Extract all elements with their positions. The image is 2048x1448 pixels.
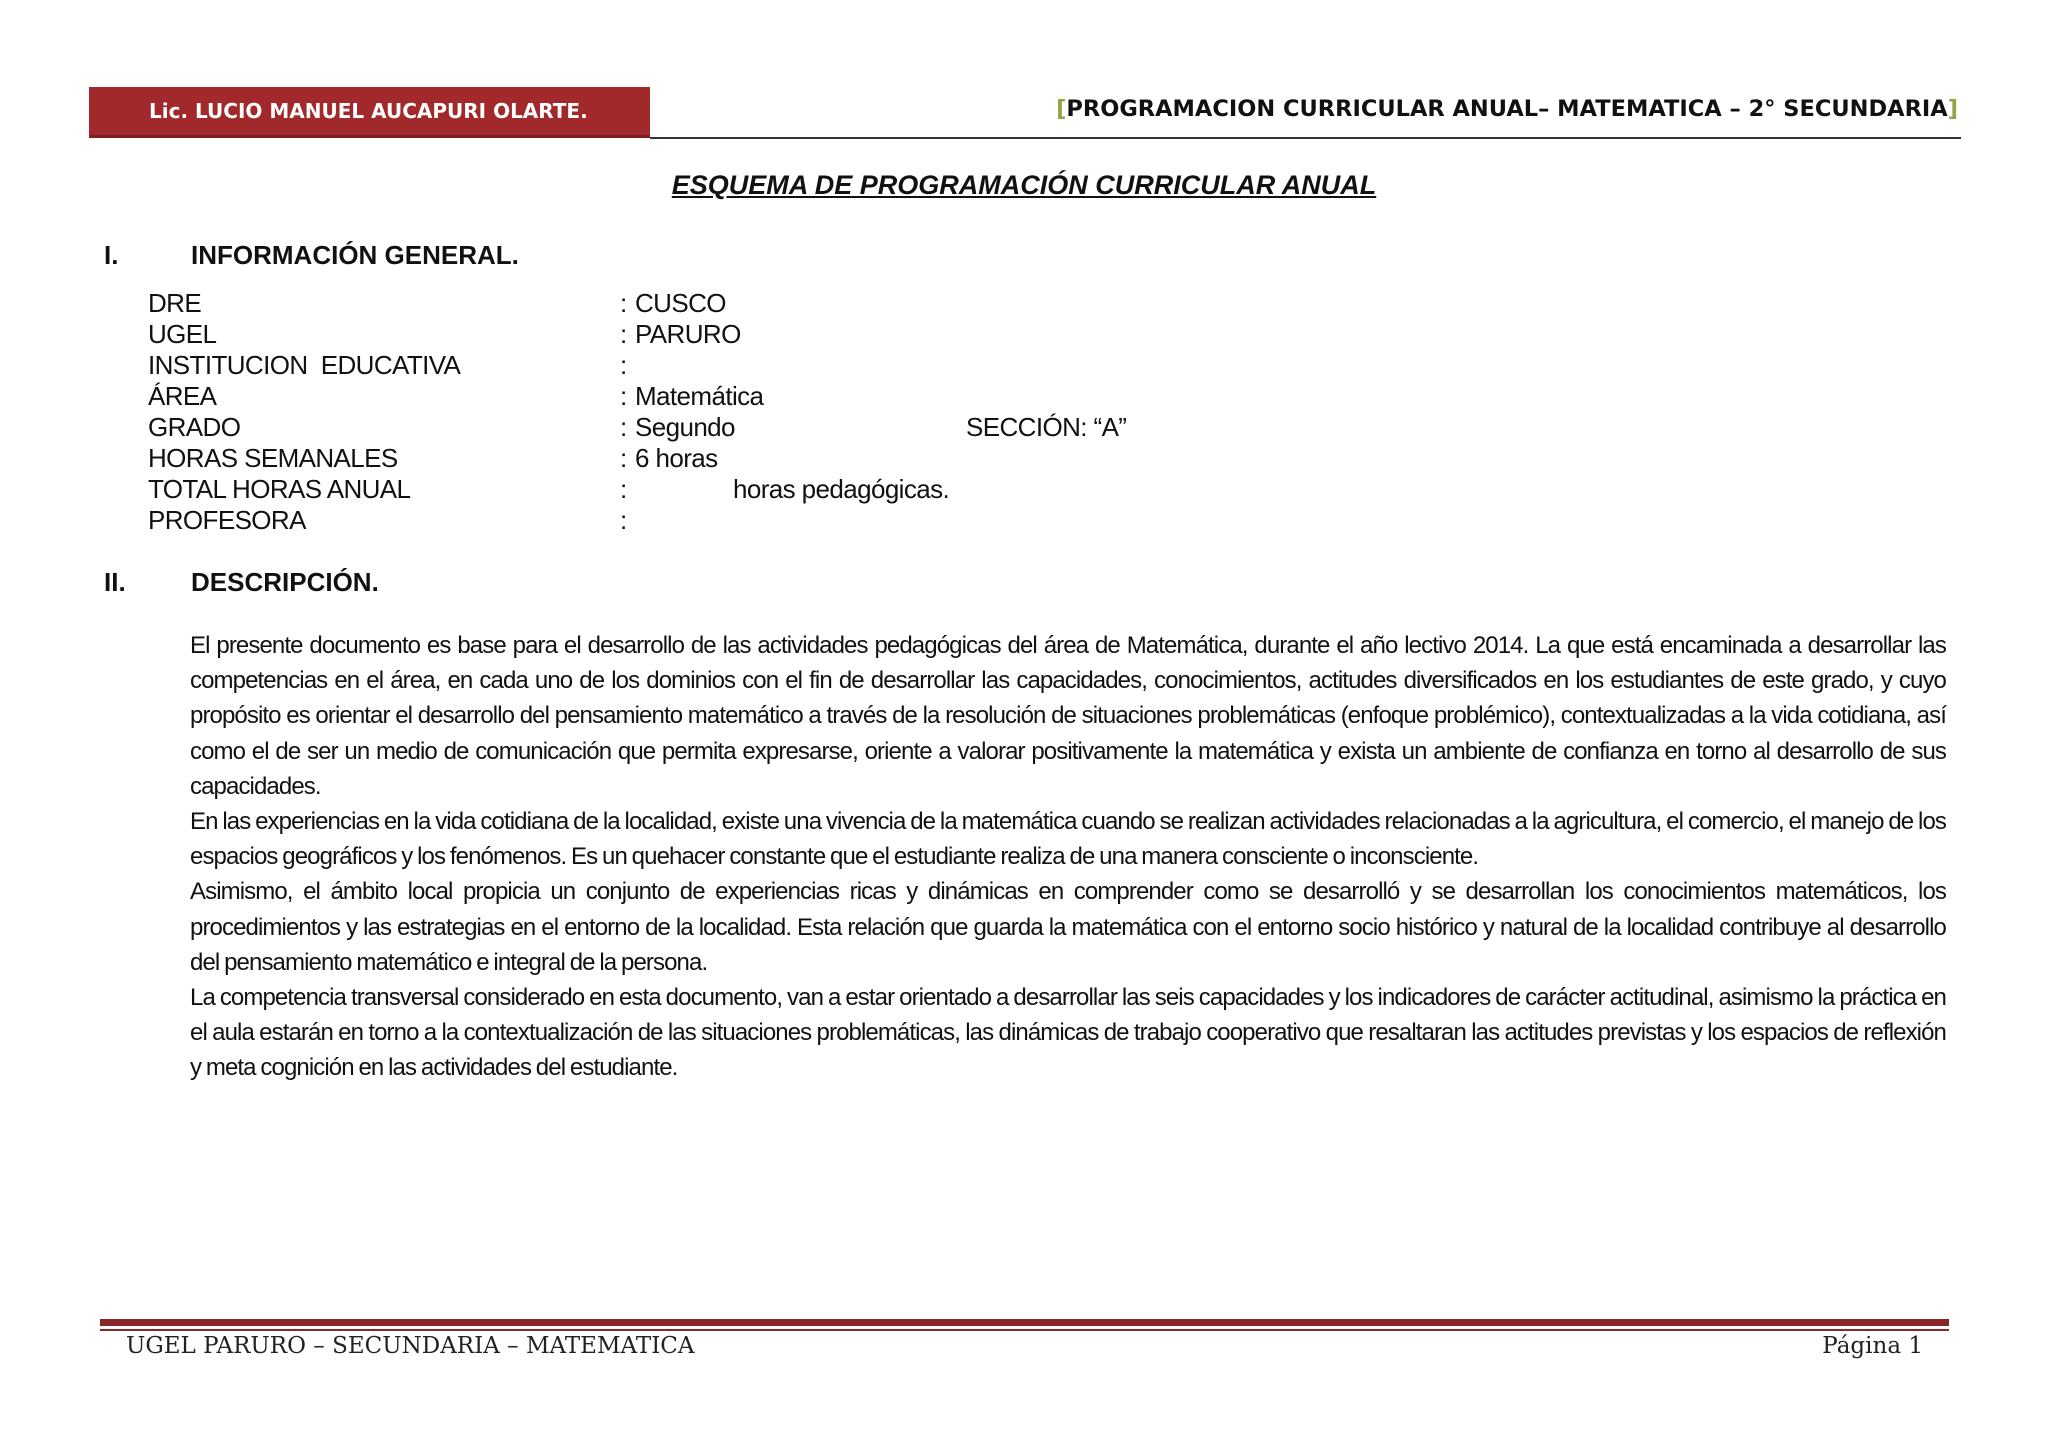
footer-page-number: Página 1 [1822,1333,1923,1359]
info-value: CUSCO [635,288,726,318]
info-row-area [148,380,1248,412]
document-title: ESQUEMA DE PROGRAMACIÓN CURRICULAR ANUAL [671,170,1377,200]
info-label: ÁREA [148,381,217,411]
info-label: PROFESORA [148,505,306,535]
header-author: Lic. LUCIO MANUEL AUCAPURI OLARTE. [149,99,588,123]
info-row-total-horas [148,473,1248,505]
info-value: PARURO [635,319,741,349]
info-label: HORAS SEMANALES [148,443,398,473]
description-paragraph: Asimismo, el ámbito local propicia un conjunto de experiencias ricas y dinámicas en comprender como se desarrolló y se desarrollan los conocimientos matemáticos, los procedimientos y las estrategias en el entorno de la localidad. Esta relación que guarda la matemática con el entorno socio histórico y natural de la localidad contribuye al desarrollo del pensamiento matemático e integral de la persona. [190,878,1946,976]
info-seccion: SECCIÓN: “A” [966,412,1127,442]
info-value: 6 horas [635,443,718,473]
header-bracket-open: [ [1056,96,1067,122]
info-colon: : [620,474,627,504]
footer-rule-thin [100,1329,1949,1331]
info-colon: : [620,443,627,473]
section-2-heading: DESCRIPCIÓN. [191,567,379,597]
info-label: DRE [148,288,202,318]
info-label: INSTITUCION EDUCATIVA [148,350,461,380]
description-paragraph: En las experiencias en la vida cotidiana de la localidad, existe una vivencia de la matemática cuando se realizan actividades relacionadas a la agricultura, el comercio, el manejo de los espacios geográficos y los fenómenos. Es un quehacer constante que el estudiante realiza de una manera consciente o inconsciente. [190,808,1946,871]
info-colon: : [620,319,627,349]
info-label: UGEL [148,319,217,349]
header-bracket-close: ] [1947,96,1958,122]
info-row-grado [148,411,1248,443]
header-title [1056,96,1958,122]
footer-left-text: UGEL PARURO – SECUNDARIA – MATEMATICA [126,1333,695,1359]
section-1-heading: INFORMACIÓN GENERAL. [191,240,519,270]
header-author-banner [89,87,650,138]
info-colon: : [620,288,627,318]
info-label: GRADO [148,412,241,442]
info-colon: : [620,350,627,380]
info-row-ugel [148,318,1248,350]
section-2-number: II. [104,567,126,597]
header-rule [650,137,1961,139]
info-row-profesora [148,504,1248,536]
info-horas-pedagogicas: horas pedagógicas. [733,474,950,504]
header-title-text: PROGRAMACION CURRICULAR ANUAL– MATEMATICA – 2° SECUNDARIA [1066,96,1948,122]
description-body [190,628,1946,1086]
info-value: Matemática [635,381,764,411]
info-row-dre [148,287,1248,319]
info-colon: : [620,381,627,411]
info-row-horas-semanales [148,442,1248,474]
description-paragraph: La competencia transversal considerado en esta documento, van a estar orientado a desarrollar las seis capacidades y los indicadores de carácter actitudinal, asimismo la práctica en el aula estarán en torno a la contextualización de las situaciones problemáticas, las dinámicas de trabajo cooperativo que resaltaran las actitudes previstas y los espacios de reflexión y meta cognición en las actividades del estudiante. [190,984,1946,1082]
footer-rule-thick [100,1319,1949,1326]
info-row-institucion [148,349,1248,381]
info-label: TOTAL HORAS ANUAL [148,474,411,504]
info-colon: : [620,505,627,535]
info-value: Segundo [635,412,735,442]
info-colon: : [620,412,627,442]
section-1-number: I. [104,240,119,270]
description-paragraph: El presente documento es base para el desarrollo de las actividades pedagógicas del área de Matemática, durante el año lectivo 2014. La que está encaminada a desarrollar las competencias en el área, en cada uno de los dominios con el fin de desarrollar las capacidades, conocimientos, actitudes diversificados en los estudiantes de este grado, y cuyo propósito es orientar el desarrollo del pensamiento matemático a través de la resolución de situaciones problemáticas (enfoque problémico), contextualizadas a la vida cotidiana, así como el de ser un medio de comunicación que permita expresarse, oriente a valorar positivamente la matemática y exista un ambiente de confianza en torno al desarrollo de sus capacidades. [190,632,1946,800]
